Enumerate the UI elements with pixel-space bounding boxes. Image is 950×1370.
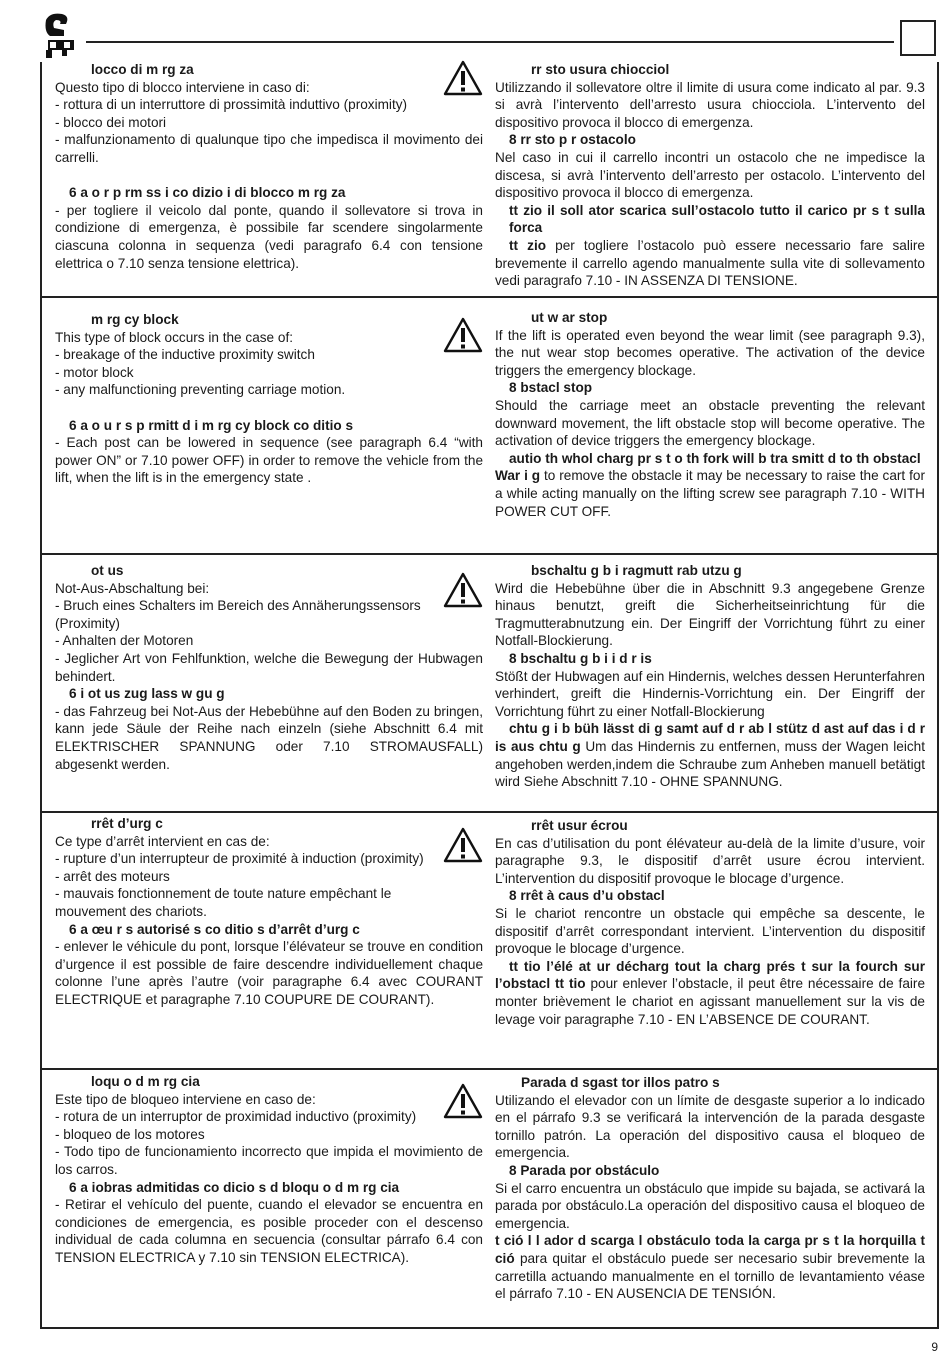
body-text: En cas d’utilisation du pont élévateur au-delà de la limite d’usure, voir paragraphe 9.3, le dispositif d’arrêt usure écrou intervient. L’intervention du dispositif provoque le blocage d’urgence. — [495, 835, 925, 886]
list-item: - rupture d’un interrupteur de proximité à induction (proximity) — [55, 851, 424, 867]
body-text: - Each post can be lowered in sequence (see paragraph 6.4 “with power ON” or 7.10 power OFF) in order to remove the vehicle from the lift, when the lift is in the emergency state . — [55, 435, 483, 486]
section-divider — [40, 811, 939, 813]
list-item: - Todo tipo de funcionamiento incorrecto que impida el movimiento de los carros. — [55, 1144, 483, 1177]
section-title: bschaltu g b i ragmutt rab utzu g — [531, 563, 742, 578]
section-de-left — [55, 562, 483, 773]
body-text: to remove the obstacle it may be necessary to raise the cart for a while acting manually on the lifting screw see paragraph 7.10 - WITH POWER CUT OFF. — [495, 468, 925, 519]
section-it-left — [55, 61, 483, 272]
intro-text: This type of block occurs in the case of: — [55, 329, 294, 345]
subheading: 6 i ot us zug lass w gu g — [69, 686, 225, 702]
list-item: - motor block — [55, 364, 134, 380]
header-box — [900, 20, 936, 56]
body-text: Stößt der Hubwagen auf ein Hindernis, welches dessen Herunterfahren verhindert, greift die Hindernis-Vorrichtung ein. Der Eingriff der Vorrichtung führt zu einer Notfall-Blockierung — [495, 668, 925, 719]
section-es-right — [495, 1074, 925, 1303]
body-text: Si le chariot rencontre un obstacle qui empêche sa descente, le dispositif d’arrêt correspondant intervient. L’intervention du dispositif provoque le blocage d’urgence. — [495, 905, 925, 957]
list-item: - Anhalten der Motoren — [55, 633, 194, 649]
list-item: - bloqueo de los motores — [55, 1126, 205, 1142]
section-title: ot us — [91, 563, 124, 578]
subheading: 8 rr sto p r ostacolo — [509, 132, 636, 148]
section-es-left — [55, 1073, 483, 1267]
section-divider — [40, 553, 939, 555]
section-it-right — [495, 61, 925, 290]
list-item: - mauvais fonctionnement de toute nature empêchant le mouvement des chariots. — [55, 886, 392, 919]
bold-note: autio th whol charg pr s t o th fork will b tra smitt d to th obstacl — [509, 450, 921, 466]
intro-text: Not-Aus-Abschaltung bei: — [55, 580, 210, 596]
section-de-right — [495, 562, 925, 791]
section-divider — [40, 296, 939, 298]
frame-left-rule — [40, 62, 42, 1328]
list-item: - any malfunctioning preventing carriage motion. — [55, 382, 346, 398]
section-title: loqu o d m rg cia — [91, 1074, 200, 1089]
body-text: - per togliere il veicolo dal ponte, quando il sollevatore si trova in condizione di emergenza, è possibile far scendere singolarmente ciascuna colonna in sequenza (vedi paragrafo 6.4 con tensione elettrica o 7.10 senza tensione elettrica). — [55, 202, 483, 271]
body-text: - das Fahrzeug bei Not-Aus der Hebebühne auf den Boden zu bringen, kann jede Säule der Reihe nach einzeln (siehe Abschnitt 6.4 mit ELEKTRISCHER SPANNUNG oder 7.10 STROMAUSFALL) abgesenkt werden. — [55, 703, 483, 772]
list-item: - rotura de un interruptor de proximidad inductivo (proximity) — [55, 1109, 417, 1125]
subheading: 6 a o u r s p rmitt d i m rg cy block co ditio s — [69, 417, 354, 433]
body-text: Utilizando el elevador con un límite de desgaste superior a lo indicado en el párrafo 9.3 se verificará la intervención de la parada desgaste tornillo patrón. La operación del dispositivo causa el bloqueo de emergencia. — [495, 1092, 925, 1161]
section-en-right — [495, 309, 925, 520]
bold-note: tt zio il soll ator scarica sull’ostacolo tutto il carico pr s t sulla forca — [509, 202, 925, 236]
section-title: rrêt usur écrou — [531, 818, 628, 833]
section-title: Parada d sgast tor illos patro s — [521, 1075, 720, 1090]
intro-text: Questo tipo di blocco interviene in caso di: — [55, 79, 310, 95]
subheading: 6 a iobras admitidas co dicio s d bloqu o d m rg cia — [69, 1179, 400, 1195]
section-title: rr sto usura chiocciol — [531, 62, 670, 77]
body-text: Utilizzando il sollevatore oltre il limite di usura come indicato al par. 9.3 si avrà l’intervento dell’arresto usura chiocciola. L’intervento del dispositivo provoca il blocco di emergenza. — [495, 79, 925, 130]
list-item: - Bruch eines Schalters im Bereich des Annäherungssensors (Proximity) — [55, 598, 421, 631]
body-text: Should the carriage meet an obstacle preventing the relevant downward movement, the lift obstacle stop will become operative. The activation of device triggers the emergency blockage. — [495, 397, 925, 449]
page-number: 9 — [931, 1340, 938, 1354]
section-fr-right — [495, 817, 925, 1028]
body-text: Wird die Hebebühne über die in Abschnitt 9.3 angegebene Grenze hinaus benutzt, greift die Sicherheitseinrichtung für die Tragmutterabnutzung ein. Der Eingriff der Vorrichtung führt zu einer Notfall-Blockierung. — [495, 580, 925, 649]
body-text: pour enlever l’obstacle, il peut être nécessaire de faire monter brièvement le chariot en agissant manuellement sur la vis de levage voir paragraphe 7.10 - EN L’ABSENCE DE COURANT. — [495, 976, 926, 1027]
section-en-left — [55, 311, 483, 487]
subheading: 6 a œu r s autorisé s co ditio s d’arrêt d’urg c — [69, 921, 360, 937]
intro-text: Ce type d’arrêt intervient en cas de: — [55, 833, 270, 849]
list-item: - rottura di un interruttore di prossimità induttivo (proximity) — [55, 97, 408, 113]
section-divider — [40, 1327, 939, 1329]
section-title: m rg cy block — [91, 312, 179, 327]
body-text: - Retirar el vehículo del puente, cuando el elevador se encuentra en condiciones de emergencia, es posible proceder con el descenso individual de cada columna en secuencia (consultar párrafo 6.4 con TENSION ELECTRICA y 7.10 sin TENSION ELECTRICA). — [55, 1197, 483, 1265]
subheading: 8 rrêt à caus d’u obstacl — [509, 888, 665, 904]
section-divider — [40, 1068, 939, 1070]
body-text: - enlever le véhicule du pont, lorsque l’élévateur se trouve en condition d’urgence il est possible de faire descendre individuellement chaque colonne l’une après l’autre (voir paragraphe 6.4 avec COURANT ELECTRIQUE et paragraphe 7.10 COUPURE DE COURANT). — [55, 939, 483, 1007]
subheading: 6 a o r p rm ss i co dizio i di blocco m rg za — [69, 185, 346, 201]
list-item: - breakage of the inductive proximity switch — [55, 347, 315, 363]
subheading: 8 bschaltu g b i i d r is — [509, 650, 652, 666]
section-title: rrêt d’urg c — [91, 816, 163, 831]
note-lead: War i g — [495, 468, 541, 484]
body-text: per togliere l’ostacolo può essere necessario fare salire brevemente il carrello agendo manualmente sulla vite di sollevamento vedi paragrafo 7.10 - IN ASSENZA DI TENSIONE. — [495, 237, 925, 289]
body-text: Nel caso in cui il carrello incontri un ostacolo che ne impedisce la discesa, si avrà l’intervento dell’arresto per ostacolo. L’intervento del dispositivo provoca il blocco di emergenza. — [495, 149, 925, 201]
subheading: 8 Parada por obstáculo — [509, 1162, 660, 1178]
list-item: - arrêt des moteurs — [55, 868, 170, 884]
note-lead: tt zio — [509, 237, 547, 253]
bold-note: tt tio l’élé at ur décharg tout la charg prés t sur la fourch sur l’obstacl tt tio — [495, 958, 925, 992]
header-rule — [86, 41, 894, 43]
intro-text: Este tipo de bloqueo interviene en caso de: — [55, 1091, 316, 1107]
body-text: Si el carro encuentra un obstáculo que impide su bajada, se activará la parada por obstáculo.La operación del dispositivo causa el bloqueo de emergencia. — [495, 1180, 925, 1231]
subheading: 8 bstacl stop — [509, 380, 593, 396]
list-item: - Jeglicher Art von Fehlfunktion, welche die Bewegung der Hubwagen behindert. — [55, 650, 483, 684]
section-title: ut w ar stop — [531, 310, 608, 325]
bold-note: t ció l l ador d scarga l obstáculo toda la carga pr s t la horquilla t ció — [495, 1233, 925, 1266]
section-fr-left — [55, 815, 483, 1009]
brand-logo-icon — [40, 10, 78, 58]
body-text: para quitar el obstáculo puede ser necesario subir brevemente la carretilla actuando manualmente en el tornillo de levantamiento véase el párrafo 7.10 - EN AUSENCIA DE TENSIÓN. — [495, 1250, 925, 1302]
body-text: If the lift is operated even beyond the wear limit (see paragraph 9.3), the nut wear stop becomes operative. The activation of the device triggers the emergency blockage. — [495, 327, 925, 378]
bold-note: chtu g i b büh lässt di g samt auf d r ab l stütz d ast auf das i d r is aus chtu g — [495, 721, 925, 754]
list-item: - blocco dei motori — [55, 114, 167, 130]
list-item: - malfunzionamento di qualunque tipo che impedisca il movimento dei carrelli. — [55, 132, 483, 165]
section-title: locco di m rg za — [91, 62, 194, 77]
frame-right-rule — [937, 62, 939, 1328]
body-text: Um das Hindernis zu entfernen, muss der Wagen leicht angehoben werden,indem die Schraube zum Anheben manuell betätigt wird Siehe Abschnitt 7.10 - OHNE SPANNUNG. — [495, 738, 926, 790]
